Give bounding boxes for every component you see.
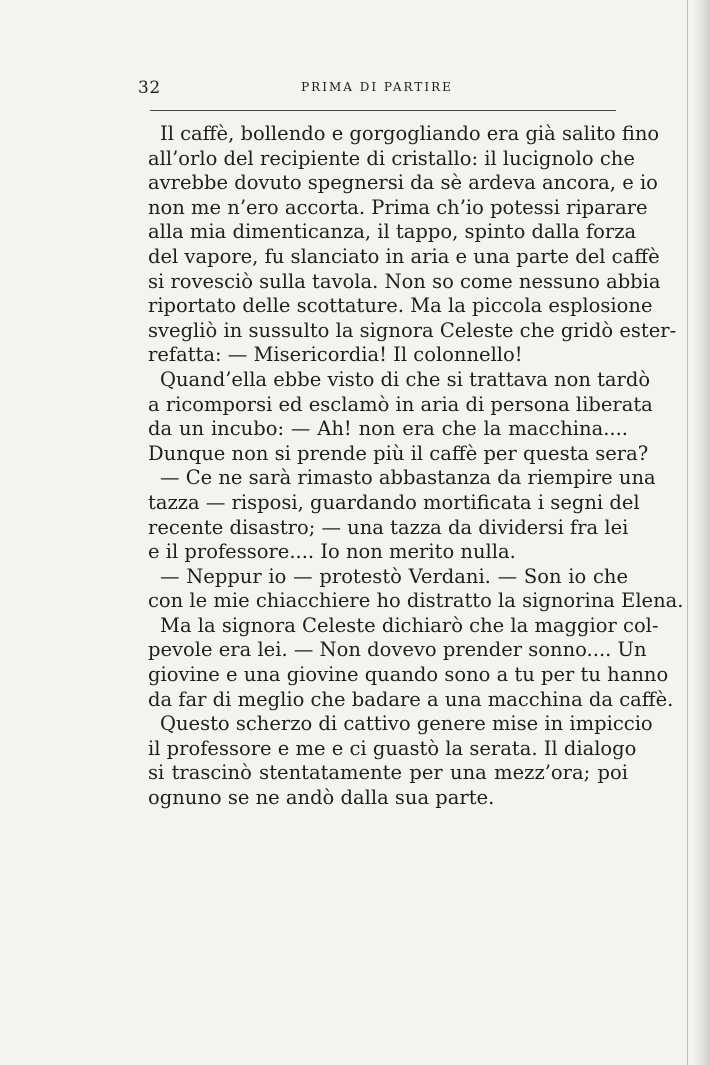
text-line: alla mia dimenticanza, il tappo, spinto dalla forza [148,220,637,244]
text-line: il professore e me e ci guastò la serata. Il dialogo [148,736,637,760]
text-line: giovine e una giovine quando sono a tu per tu hanno [148,663,669,687]
page-number: 32 [138,78,161,98]
text-line: Ma la signora Celeste dichiarò che la maggior col- [160,613,659,637]
running-title: PRIMA DI PARTIRE [301,80,453,94]
text-line: Questo scherzo di cattivo genere mise in impiccio [160,712,653,736]
text-line: si rovesciò sulla tavola. Non so come nessuno abbia [148,269,661,293]
text-line: Dunque non si prende più il caffè per questa sera? [148,441,649,465]
body-text [148,122,684,811]
text-line: — Neppur io — protestò Verdani. — Son io che [160,564,628,588]
text-line: all’orlo del recipiente di cristallo: il lucignolo che [148,146,635,170]
text-line: refatta: — Misericordia! Il colonnello! [148,343,523,367]
text-line: ognuno se ne andò dalla sua parte. [148,786,495,810]
text-line: da un incubo: — Ah! non era che la macchina.... [148,417,628,441]
text-line: e il professore.... Io non merito nulla. [148,540,516,564]
text-line: a ricomporsi ed esclamò in aria di persona liberata [148,392,653,416]
text-line: tazza — risposi, guardando mortificata i segni del [148,490,640,514]
text-line: — Ce ne sarà rimasto abbastanza da riempire una [160,466,656,490]
text-line: con le mie chiacchiere ho distratto la signorina Elena. [148,589,684,613]
header-rule [150,110,616,111]
page-edge [692,0,710,1065]
text-line: riportato delle scottature. Ma la piccola esplosione [148,294,653,318]
text-line: del vapore, fu slanciato in aria e una parte del caffè [148,244,660,268]
text-line: svegliò in sussulto la signora Celeste che gridò ester- [148,318,677,342]
text-line: recente disastro; — una tazza da dividersi fra lei [148,515,629,539]
running-head [138,78,616,102]
text-line: da far di meglio che badare a una macchina da caffè. [148,687,674,711]
text-line: non me n’ero accorta. Prima ch’io potessi riparare [148,195,648,219]
text-line: avrebbe dovuto spegnersi da sè ardeva ancora, e io [148,171,658,195]
text-line: pevole era lei. — Non dovevo prender sonno.... Un [148,638,647,662]
page-fold [687,0,688,1065]
text-line: Il caffè, bollendo e gorgogliando era già salito fino [160,122,660,145]
text-line: Quand’ella ebbe visto di che si trattava non tardò [160,367,651,391]
text-line: si trascinò stentatamente per una mezz’ora; poi [148,761,628,785]
